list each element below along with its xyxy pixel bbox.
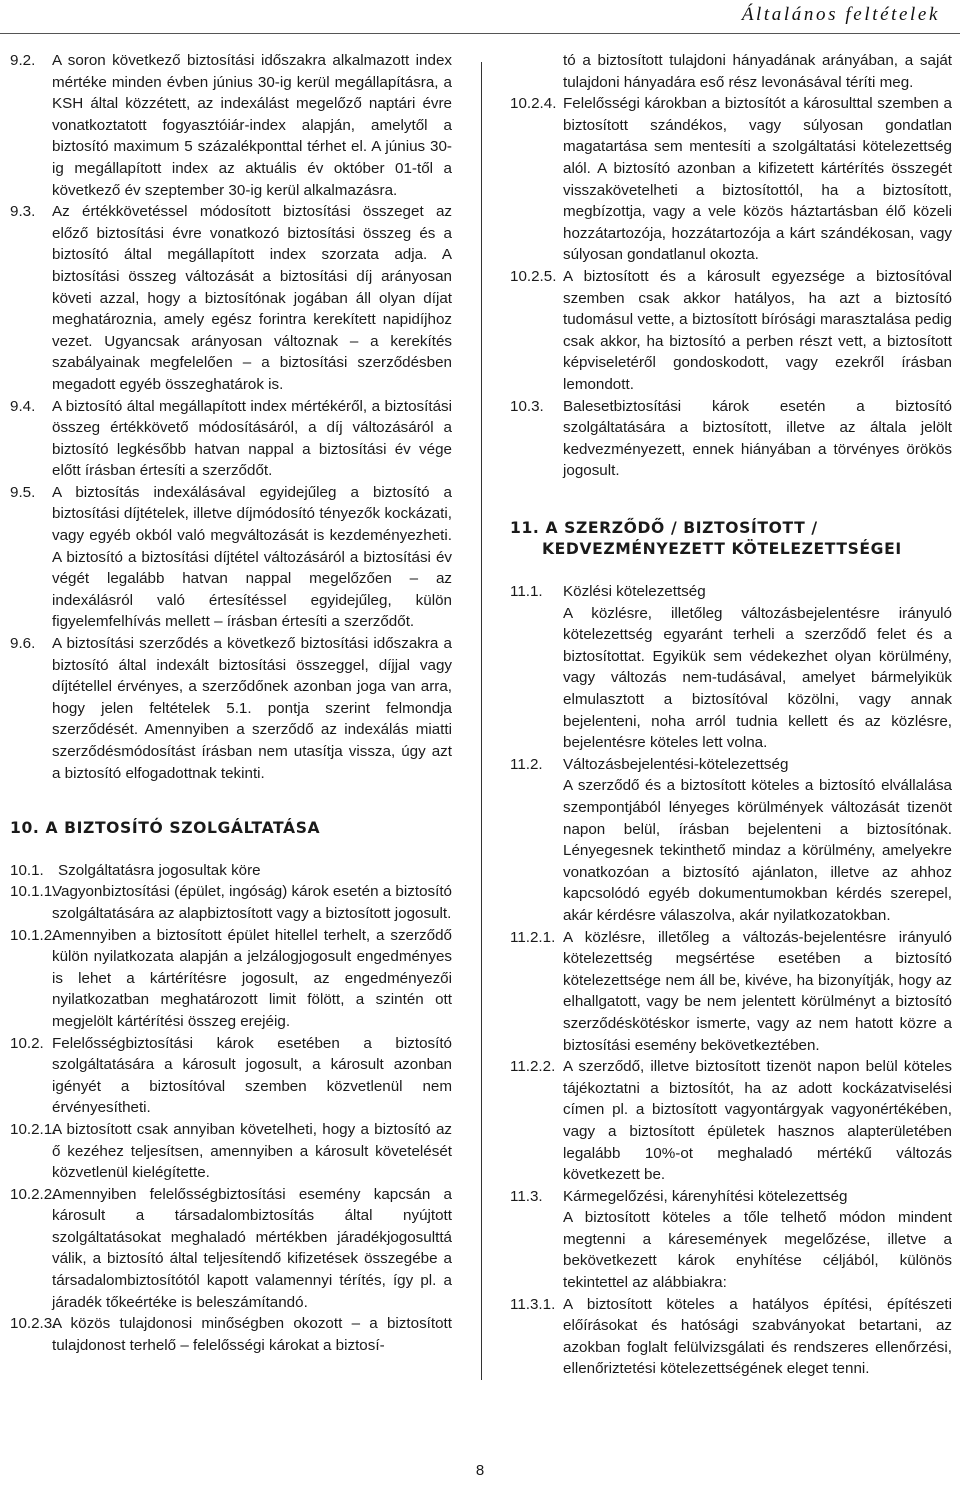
item-number: 11.2. xyxy=(510,755,543,773)
item-text: tó a biztosított tulajdoni hányadának arányában, a saját tulajdoni hányadára eső rész levonásával téríti meg. xyxy=(563,52,952,91)
item-number: 11.3.1. xyxy=(510,1295,556,1313)
header-rule xyxy=(0,33,960,34)
item-text: A biztosítás indexálásával egyidejűleg a biztosító a biztosítási díjtételek, illetve díjmódosító tényezők kockázati, vagy egyéb okból való megváltozását is kezdeményezheti. A biztosító a biztosítási díjtétel változásáról a biztosítási év végét legalább hatvan nappal megelőzően – az indexálásról való értesítéssel egyidejűleg, külön figyelemfelhívás mellett – írásban értesíti a szerződőt. xyxy=(52,483,452,631)
item-text: A közös tulajdonosi minőségben okozott – a biztosított tulajdonost terhelő – felelősségi károkat a biztosí- xyxy=(52,1315,452,1354)
item-number: 10.2.5. xyxy=(510,267,557,285)
page-header xyxy=(0,0,960,34)
item-text: A szerződő, illetve biztosított tizenöt napon belül köteles tájékoztatni a biztosítót, ha az adott kockázatviselési címen pl. a biztosított vagyontárgyak vagyonértékében, vagy a biztosított épületek hasznos alapterületében legalább 10%-ot meghaladó mértékű változás következett be. xyxy=(563,1058,952,1184)
list-item xyxy=(10,633,452,784)
item-number: 9.2. xyxy=(10,52,36,69)
item-text: A soron következő biztosítási időszakra alkalmazott index mértéke minden évben június 30-ig kerül megállapításra, a KSH által közzétett, az indexálást megelőző naptári évre vonatkoztatott fogyasztóiár-index alapján, amelytől a biztosító maximum 5 százalékponttal térhet el. A június 30-ig megállapított index az aktuális év október 01-től a következő év szeptember 30-ig kerül alkalmazásra. xyxy=(52,52,452,199)
list-item xyxy=(10,482,452,633)
item-number-empty xyxy=(510,50,563,93)
item-title: Változásbejelentési-kötelezettség xyxy=(563,755,789,773)
item-number: 11.1. xyxy=(510,583,543,601)
item-text: Vagyonbiztosítási (épület, ingóság) károk esetén a biztosító szolgáltatására az alapbiztosított vagy a biztosított jogosult. xyxy=(52,883,452,922)
right-column xyxy=(510,50,952,1380)
list-item xyxy=(510,396,952,482)
list-item xyxy=(10,201,452,395)
page-number: 8 xyxy=(475,1462,485,1479)
item-text: Az értékkövetéssel módosított biztosítási összeget az előző biztosítási évre vonatkozó biztosítási összeg és a biztosító által megállapított index szorzata adja. A biztosítási összeg változását a biztosítási díj arányosan követi azzal, hogy a biztosítónak jogában áll olyan díjat meghatároznia, amely egész forintra kerekített napidíjhoz vezet. Ugyancsak arányosan változnak – a kerekítés szabályainak megfelelően – a biztosítási szerződésben megadott egyéb összeghatárok is. xyxy=(52,203,452,393)
item-text: Amennyiben felelősségbiztosítási esemény kapcsán a károsult a társadalombiztosítás által nyújtott szolgáltatásokat meghaladó mértékben járadékjogosulttá válik, a biztosító által teljesítendő kifizetések összegébe a társadalombiztosítótól kapott valamennyi térítés, így pl. a járadék tőkeértéke is beleszámítandó. xyxy=(52,1185,452,1311)
list-item xyxy=(10,50,452,201)
item-text: A közlésre, illetőleg változásbejelentésre irányuló kötelezettség egyaránt terheli a szerződő felet és a biztosítottat. Egyikük sem védekezhet olyan körülmény, vagy változás nem-tudásával, amelyet bármelyikük elmulasztott a biztosítóval közölni, vagy annak bejelenteni, noha arról tudnia kellett és az közlésre, bejelentésre köteles lett volna. xyxy=(563,604,952,752)
left-column xyxy=(10,50,452,1356)
list-item xyxy=(510,1294,952,1380)
item-number: 11.2.1. xyxy=(510,928,556,946)
item-number: 10.2.3. xyxy=(10,1315,57,1333)
item-text: A biztosított és a károsult egyezsége a biztosítóval szemben csak akkor hatályos, ha azt a biztosító tudomásul vette, a biztosított bírósági marasztalása pedig csak akkor, ha biztosító a perben részt vett, a biztosított képviseletéről gondoskodott, vagy ezekről írásban lemondott. xyxy=(563,267,952,393)
item-number: 10.1.2. xyxy=(10,926,57,944)
item-text: A biztosított csak annyiban követelheti, hogy a biztosító az ő kezéhez teljesítsen, amennyiben a károsult követelését közvetlenül kielégítette. xyxy=(52,1120,452,1182)
item-number: 11.3. xyxy=(510,1187,543,1205)
item-number: 11.2.2. xyxy=(510,1058,556,1076)
item-text: Felelősségbiztosítási károk esetében a biztosító szolgáltatására a károsult jogosult, a károsult azonban igényét a biztosítóval szemben közvetlenül nem érvényesítheti. xyxy=(52,1034,452,1117)
item-number: 10.1. xyxy=(10,861,44,879)
item-number: 10.2.1. xyxy=(10,1120,57,1138)
continuation-paragraph xyxy=(510,50,952,93)
item-title: Kármegelőzési, kárenyhítési kötelezettség xyxy=(563,1187,848,1205)
list-item xyxy=(510,1186,952,1294)
item-number: 9.5. xyxy=(10,483,36,501)
list-item xyxy=(10,860,452,882)
list-item xyxy=(10,1033,452,1119)
item-text: A biztosított köteles a tőle telhető módon mindent megtenni a káresemények megelőzése, illetve a bekövetkezett károk enyhítése céljából, különös tekintettel az alábbiakra: xyxy=(563,1209,952,1292)
list-item xyxy=(10,881,452,924)
item-text: A szerződő és a biztosított köteles a biztosító elvállalása szempontjából lényeges körülmények változását tizenöt napon belül, írásban bejelenteni a biztosítónak. Lényegesnek tekinthető mindaz a körülmény, amelyekre vonatkozóan a biztosító ajánlaton, illetve az ahhoz kapcsolódó egyéb dokumentumokban kérdés szerepel, akár kérdésre válaszolva, akár nyilatkozatokban. xyxy=(563,777,952,924)
list-item xyxy=(510,581,952,754)
section-heading-line2: KEDVEZMÉNYEZETT KÖTELEZETTSÉGEI xyxy=(542,540,902,559)
item-number: 10.2.2. xyxy=(10,1185,57,1203)
item-text: Balesetbiztosítási károk esetén a biztosító szolgáltatására a biztosított, illetve az általa jelölt kedvezményezett, ennek hiányában a törvényes örökös jogosult. xyxy=(563,397,952,480)
item-number: 9.3. xyxy=(10,203,36,221)
item-text: Amennyiben a biztosított épület hitellel terhelt, a szerződő külön nyilatkozata alapján a jelzálogjogosult engedményes is lehet a kártérítésre jogosult, az engedményezői nyilatkozatban meghatározott limit fölött, a szintén ott megjelölt kártérítési összeg erejéig. xyxy=(52,926,452,1030)
item-text: Szolgáltatásra jogosultak köre xyxy=(58,861,261,879)
list-item xyxy=(10,1184,452,1314)
item-text: A biztosított köteles a hatályos építési, építészeti előírásokat és hatósági szabványokat betartani, az azokban foglalt felülvizsgálati és rendszeres ellenőrzési, ellenőriztetési kötelezettségének eleget tenni. xyxy=(563,1295,952,1378)
list-item xyxy=(510,93,952,266)
list-item xyxy=(10,925,452,1033)
item-number: 10.2. xyxy=(10,1034,44,1052)
item-text: Felelősségi károkban a biztosítót a károsulttal szemben a biztosított szándékos, vagy súlyosan gondatlan magatartása sem mentesíti a szolgáltatási kötelezettség alól. A biztosító azonban a kifizetett kártérítés összegét visszakövetelheti a biztosítottól, ha a biztosított, megbízottja, vagy a vele közös háztartásban élő közeli hozzátartozója, hozzátartozója a kárt szándékosan, vagy súlyosan gondatlanul okozta. xyxy=(563,95,952,264)
header-title: Általános feltételek xyxy=(741,4,940,25)
section-heading-line1: 11. A SZERZŐDŐ / BIZTOSÍTOTT / xyxy=(510,518,818,537)
item-title: Közlési kötelezettség xyxy=(563,583,706,601)
item-number: 10.2.4. xyxy=(510,95,557,113)
item-text: A biztosító által megállapított index mértékéről, a biztosítási összeg értékkövető módosításáról, a díj változásáról a biztosító legkésőbb hatvan nappal a biztosítási év vége előtt írásban értesíti a szerződőt. xyxy=(52,397,452,480)
item-number: 9.6. xyxy=(10,635,36,653)
item-number: 10.1.1. xyxy=(10,883,57,901)
list-item xyxy=(510,1056,952,1186)
list-item xyxy=(510,927,952,1057)
item-number: 9.4. xyxy=(10,397,36,415)
list-item xyxy=(10,1313,452,1356)
list-item xyxy=(10,396,452,482)
list-item xyxy=(510,754,952,927)
list-item xyxy=(10,1119,452,1184)
list-item xyxy=(510,266,952,396)
section-heading-11 xyxy=(510,518,952,561)
item-text: A biztosítási szerződés a következő biztosítási időszakra a biztosító által indexált biztosítási összeggel, díjjal vagy díjtétellel érvényes, a szerződőnek azonban joga van arra, hogy jelen feltételek 5.1. pontja szerint felmondja szerződését. Amennyiben a szerződő az indexálás miatti szerződésmódosítást írásban nem utasítja vissza, úgy azt a biztosító elfogadottnak tekinti. xyxy=(52,635,452,782)
item-number: 10.3. xyxy=(510,397,544,415)
column-divider xyxy=(481,62,482,1380)
item-text: A közlésre, illetőleg a változás-bejelentésre irányuló kötelezettség megsértése esetében a biztosító kötelezettsége nem áll be, kivéve, ha bizonyítják, hogy az elhallgatott, vagy be nem jelentett körülményt a biztosító szerződéskötéskor ismerte, vagy az nem hatott közre a biztosítási esemény bekövetkeztében. xyxy=(563,928,952,1054)
section-heading-10: 10. A BIZTOSÍTÓ SZOLGÁLTATÁSA xyxy=(10,819,321,838)
